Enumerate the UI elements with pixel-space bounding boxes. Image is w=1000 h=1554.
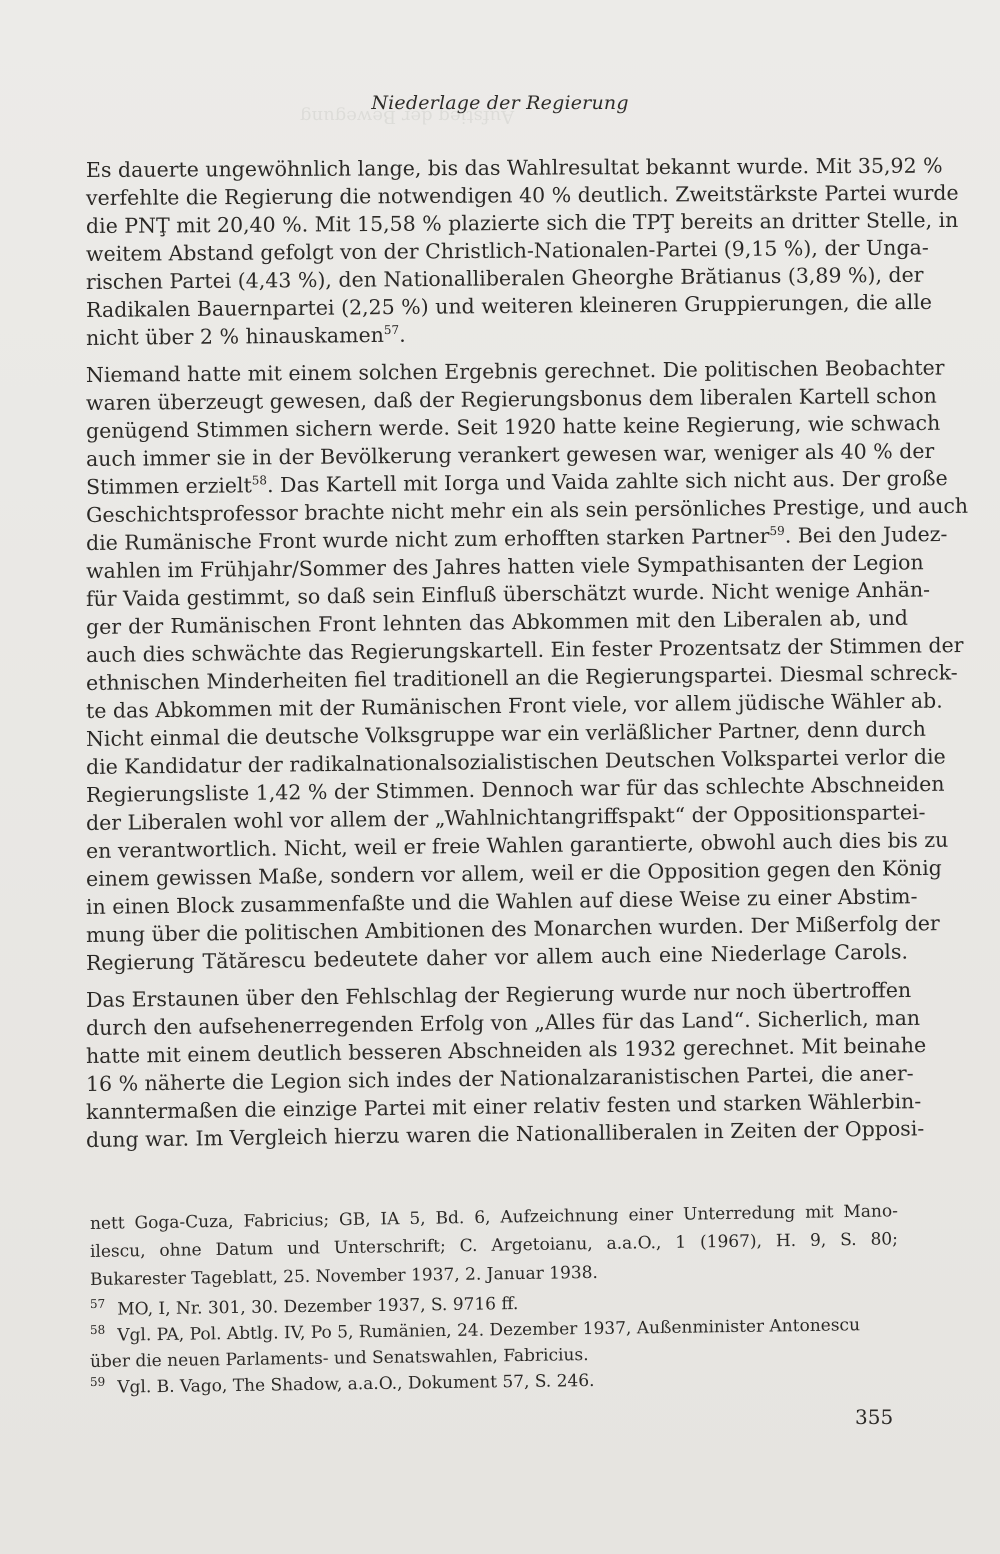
footnote-marker[interactable]: 58	[251, 473, 268, 488]
footnote-number: 57	[89, 1297, 106, 1312]
footnote-marker[interactable]: 59	[769, 523, 785, 539]
footnote-text: ilescu, ohne Datum und Unterschrift; C. Argetoianu, a.a.O., 1 (1967), H. 9, S. 80;	[89, 1229, 899, 1262]
body-line-text: Nicht einmal die deutsche Volksgruppe war ein verläßlicher Partner, denn durch	[85, 716, 927, 751]
body-line-text: Radikalen Bauernpartei (2,25 %) und weiteren kleineren Gruppierungen, die alle	[85, 289, 933, 322]
body-line-text: Geschichtsprofessor brachte nicht mehr ein als sein persönliches Prestige, und auch	[85, 493, 969, 527]
body-line-text: te das Abkommen mit der Rumänischen Front viele, vor allem jüdische Wähler ab.	[85, 688, 943, 723]
body-line-text: hatte mit einem deutlich besseren Abschneiden als 1932 gerechnet. Mit beinahe	[85, 1033, 927, 1068]
body-line-text: genügend Stimmen sichern werde. Seit 1920 hatte keine Regierung, wie schwach	[85, 410, 941, 443]
body-line-text: weitem Abstand gefolgt von der Christlich-Nationalen-Partei (9,15 %), der Unga-	[85, 235, 929, 266]
footnote-text: Bukarester Tageblatt, 25. November 1937, 2. Januar 1938.	[89, 1262, 599, 1290]
footnote-text: Vgl. B. Vago, The Shadow, a.a.O., Dokument 57, S. 246.	[117, 1370, 595, 1398]
bleed-through-text: Aufstieg der Bewegung	[300, 106, 515, 127]
footnote-text: MO, I, Nr. 301, 30. Dezember 1937, S. 9716 ff.	[117, 1294, 519, 1320]
body-line-text: Niemand hatte mit einem solchen Ergebnis gerechnet. Die politischen Beobachter	[85, 355, 945, 387]
body-line-text: durch den aufsehenerregenden Erfolg von „Alles für das Land“. Sicherlich, man	[85, 1005, 921, 1040]
footnote-text: Vgl. PA, Pol. Abtlg. IV, Po 5, Rumänien, 24. Dezember 1937, Außenminister Antonescu	[117, 1315, 861, 1346]
body-line-text-continued: . Das Kartell mit Iorga und Vaida zahlte sich nicht aus. Der große	[266, 465, 948, 498]
page-number: 355	[855, 1405, 894, 1429]
body-line-text: für Vaida gestimmt, so daß sein Einfluß überschätzt wurde. Nicht wenige Anhän-	[85, 577, 931, 611]
body-line-text: en verantwortlich. Nicht, weil er freie Wahlen garantierte, obwohl auch dies bis zu	[85, 827, 949, 863]
footnote-text: über die neuen Parlaments- und Senatswahlen, Fabricius.	[89, 1345, 589, 1372]
body-line-text: der Liberalen wohl vor allem der „Wahlnichtangriffspakt“ der Oppositionspartei-	[85, 800, 926, 835]
body-line-text-continued: . Bei den Judez-	[784, 521, 948, 548]
body-line-text: die PNŢ mit 20,40 %. Mit 15,58 % plazierte sich die TPŢ bereits an dritter Stelle, in	[85, 207, 959, 238]
body-line-text: Regierung Tătărescu bedeutete daher vor allem auch eine Niederlage Carols.	[85, 939, 909, 975]
footnote-marker[interactable]: 57	[383, 322, 400, 338]
body-line-text: auch immer sie in der Bevölkerung verankert gewesen war, weniger als 40 % der	[85, 438, 935, 471]
body-line-text: 16 % näherte die Legion sich indes der Nationalzaranistischen Partei, die aner-	[85, 1061, 914, 1096]
body-line-text: verfehlte die Regierung die notwendigen 40 % deutlich. Zweitstärkste Partei wurde	[85, 180, 959, 210]
body-line-text: waren überzeugt gewesen, daß der Regierungsbonus dem liberalen Kartell schon	[85, 383, 937, 415]
footnote-number: 59	[89, 1375, 106, 1390]
body-line-text: rischen Partei (4,43 %), den Nationalliberalen Gheorghe Brătianus (3,89 %), der	[85, 262, 924, 294]
body-line-text: Das Erstaunen über den Fehlschlag der Regierung wurde nur noch übertroffen	[85, 977, 912, 1012]
body-line-text: einem gewissen Maße, sondern vor allem, weil er die Opposition gegen den König	[85, 855, 943, 891]
body-line-text: Stimmen erzielt	[85, 473, 252, 499]
footnote-number: 58	[89, 1323, 106, 1338]
body-line-text: Regierungsliste 1,42 % der Stimmen. Dennoch war für das schlechte Abschneiden	[85, 771, 945, 807]
body-line-text: die Rumänische Front wurde nicht zum erhofften starken Partner	[85, 523, 770, 555]
footnote-text: nett Goga-Cuza, Fabricius; GB, IA 5, Bd. 6, Aufzeichnung einer Unterredung mit Mano-	[89, 1201, 899, 1234]
body-line-text: in einen Block zusammenfaßte und die Wahlen auf diese Weise zu einer Abstim-	[85, 884, 918, 919]
running-header: Niederlage der Regierung	[371, 92, 629, 114]
body-line-text: ger der Rumänischen Front lehnten das Abkommen mit den Liberalen ab, und	[85, 605, 909, 639]
body-line-text: ethnischen Minderheiten fiel traditionell an die Regierungspartei. Diesmal schreck-	[85, 660, 958, 695]
body-line-text: kanntermaßen die einzige Partei mit einer relativ festen und starken Wählerbin-	[85, 1089, 922, 1124]
body-line-text: nicht über 2 % hinauskamen	[85, 322, 384, 350]
body-line-text: Es dauerte ungewöhnlich lange, bis das Wahlresultat bekannt wurde. Mit 35,92 %	[85, 153, 943, 182]
body-line-text: dung war. Im Vergleich hierzu waren die Nationalliberalen in Zeiten der Opposi-	[85, 1116, 925, 1152]
body-line-text-continued: .	[398, 322, 406, 347]
body-line-text: wahlen im Frühjahr/Sommer des Jahres hatten viele Sympathisanten der Legion	[85, 550, 924, 583]
body-line-text: auch dies schwächte das Regierungskartell. Ein fester Prozentsatz der Stimmen der	[85, 633, 964, 667]
body-line-text: mung über die politischen Ambitionen des Monarchen wurden. Der Mißerfolg der	[85, 911, 940, 947]
body-line-text: die Kandidatur der radikalnationalsozialistischen Deutschen Volkspartei verlor die	[85, 744, 946, 779]
